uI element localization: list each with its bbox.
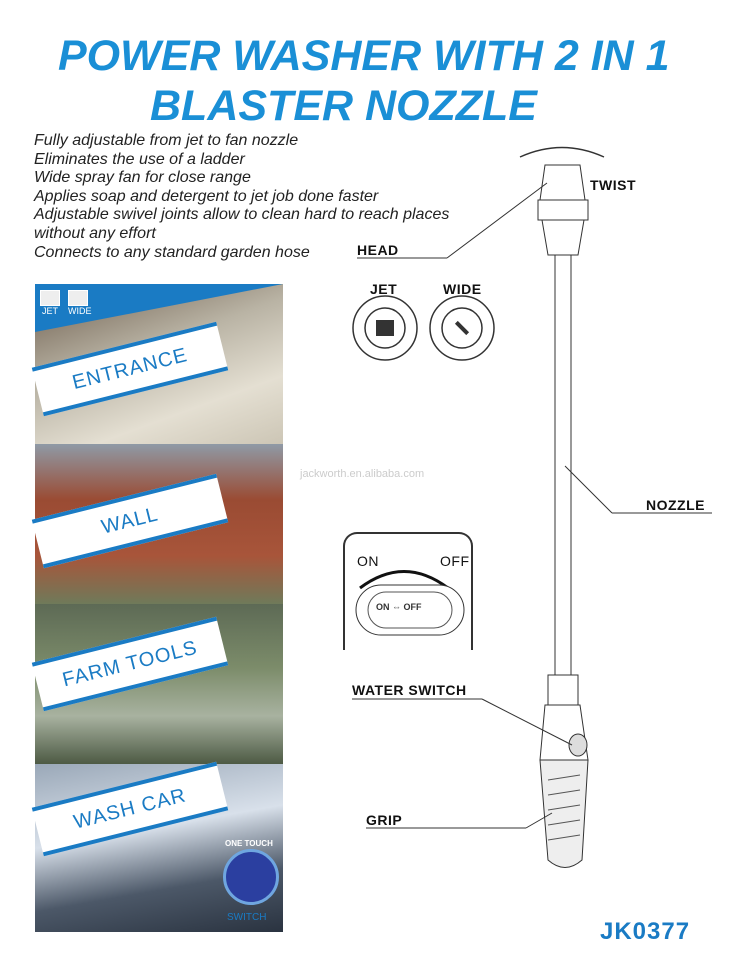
jet-icon-label: JET bbox=[41, 306, 58, 316]
on-label: ON bbox=[357, 553, 379, 569]
switch-off-text: OFF bbox=[403, 602, 422, 612]
model-number: JK0377 bbox=[600, 918, 691, 945]
feature: Connects to any standard garden hose bbox=[34, 243, 310, 261]
off-label: OFF bbox=[440, 553, 470, 569]
head-label: HEAD bbox=[357, 242, 399, 258]
switch-on-text: ON bbox=[376, 602, 390, 612]
grip-label: GRIP bbox=[366, 812, 403, 828]
feature: without any effort bbox=[34, 224, 156, 242]
title-line-1: POWER WASHER WITH 2 IN 1 bbox=[58, 32, 670, 80]
water-switch-label: WATER SWITCH bbox=[352, 682, 467, 698]
switch-dial-text: ON ⇔ OFF bbox=[376, 602, 422, 612]
watermark: jackworth.en.alibaba.com bbox=[300, 468, 425, 480]
grip bbox=[540, 760, 588, 868]
feature: Eliminates the use of a ladder bbox=[34, 150, 245, 168]
jet-label: JET bbox=[370, 281, 398, 297]
feature: Wide spray fan for close range bbox=[34, 169, 251, 187]
feature: Fully adjustable from jet to fan nozzle bbox=[34, 132, 299, 149]
one-touch-label: ONE TOUCH bbox=[225, 839, 273, 848]
banner-wall: WALL bbox=[32, 474, 228, 568]
twist-label: TWIST bbox=[590, 177, 637, 193]
title-line-2: BLASTER NOZZLE bbox=[150, 82, 537, 130]
banner-farm-tools: FARM TOOLS bbox=[32, 617, 228, 711]
wide-icon-label: WIDE bbox=[68, 306, 92, 316]
feature: Adjustable swivel joints allow to clean hard to reach places bbox=[34, 206, 450, 224]
banner-entrance: ENTRANCE bbox=[32, 322, 228, 416]
twist-arrow-icon bbox=[520, 148, 604, 158]
nozzle-tube bbox=[555, 255, 571, 675]
wide-label: WIDE bbox=[443, 281, 482, 297]
water-switch-detail bbox=[343, 532, 473, 650]
banner-wash-car: WASH CAR bbox=[32, 762, 228, 856]
switch-label: SWITCH bbox=[227, 912, 267, 923]
feature: Applies soap and detergent to jet job done faster bbox=[34, 187, 379, 205]
nozzle-label: NOZZLE bbox=[646, 497, 705, 513]
